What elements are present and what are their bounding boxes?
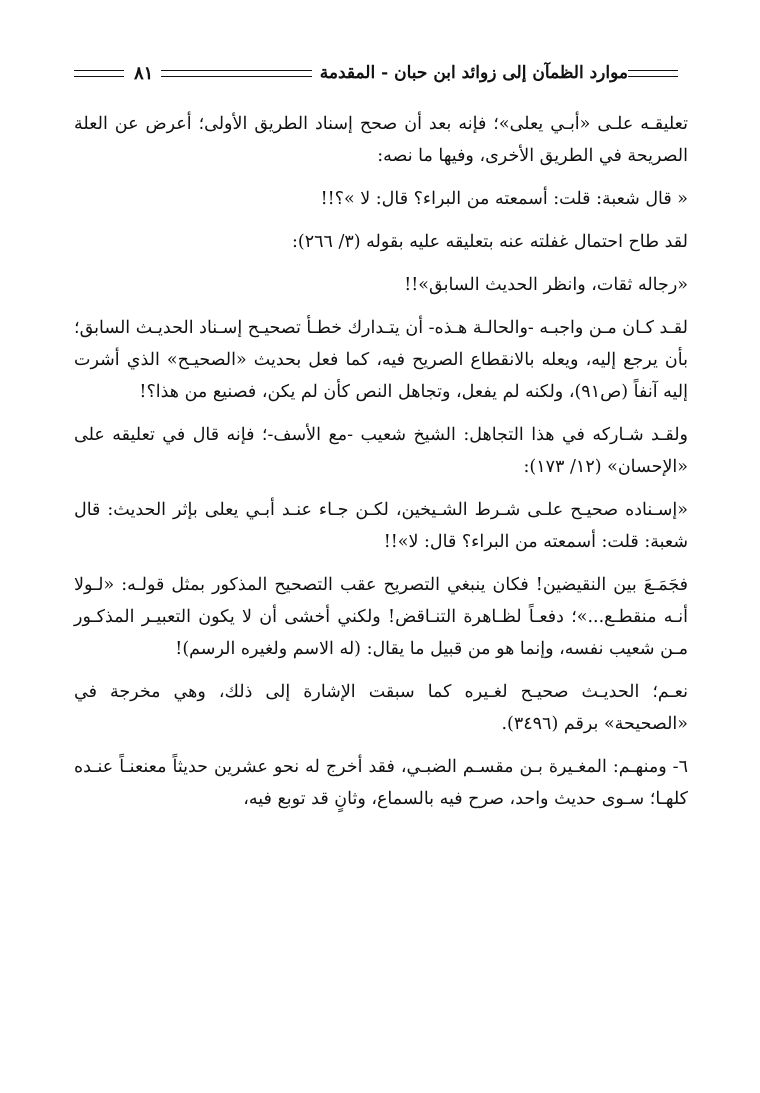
- page-number: ٨١: [134, 62, 154, 84]
- paragraph: نعـم؛ الحديـث صحيـح لغـيره كما سبقت الإشارة إلى ذلك، وهي مخرجة في «الصحيحة» برقم (٣٤٩٦).: [74, 682, 688, 734]
- page-body: [74, 108, 688, 826]
- page-header: [74, 58, 688, 88]
- paragraph: فجَمَـعَ بين النقيضين! فكان ينبغي التصريح عقب التصحيح المذكور بمثل قولـه: «لـولا أنـه منقطـع...»؛ دفعـاً لظـاهرة التنـاقض! ولكني أخشى أن لا يكون التعبيـر المذكـور مـن شعيب نفسه، وإنما هو من قبيل ما يقال: (له الاسم ولغيره الرسم)!: [74, 575, 688, 659]
- header-rule-right: [628, 70, 678, 77]
- quote-paragraph: «رجاله ثقات، وانظر الحديث السابق»!!: [404, 275, 688, 295]
- paragraph: لقـد كـان مـن واجبـه -والحالـة هـذه- أن يتـدارك خطـأ تصحيـح إسـناد الحديـث السابق؛ بأن يرجع إليه، ويعله بالانقطاع الصريح فيه، كما فعل بحديث «الصحيـح» الذي أشرت إليه آنفاً (ص٩١)، ولكنه لم يفعل، وتجاهل النص كأن لم يكن، فصنيع من هذا؟!: [74, 318, 688, 402]
- paragraph: ٦- ومنهـم: المغـيرة بـن مقسـم الضبـي، فقد أخرج له نحو عشرين حديثاً معنعنـاً عنـده كلهـا؛ سـوى حديث واحد، صرح فيه بالسماع، وثانٍ قد توبع فيه،: [74, 757, 688, 809]
- running-title: موارد الظمآن إلى زوائد ابن حبان - المقدمة: [319, 63, 628, 83]
- paragraph: ولقـد شـاركه في هذا التجاهل: الشيخ شعيب -مع الأسف-؛ فإنه قال في تعليقه على «الإحسان» (١٢/ ١٧٣):: [74, 425, 688, 477]
- quote-paragraph: « قال شعبة: قلت: أسمعته من البراء؟ قال: لا »؟!!: [320, 189, 688, 209]
- header-rule-middle: [161, 70, 311, 77]
- paragraph: تعليقـه علـى «أبـي يعلى»؛ فإنه بعد أن صحح إسناد الطريق الأولى؛ أعرض عن العلة الصريحة في الطريق الأخرى، وفيها ما نصه:: [74, 114, 688, 166]
- paragraph: لقد طاح احتمال غفلته عنه بتعليقه عليه بقوله (٣/ ٢٦٦):: [291, 232, 688, 252]
- quote-paragraph: «إسـناده صحيـح علـى شـرط الشـيخين، لكـن جـاء عنـد أبـي يعلى بإثر الحديث: قال شعبة: قلت: أسمعته من البراء؟ قال: لا»!!: [74, 500, 688, 552]
- header-rule-left: [74, 70, 124, 77]
